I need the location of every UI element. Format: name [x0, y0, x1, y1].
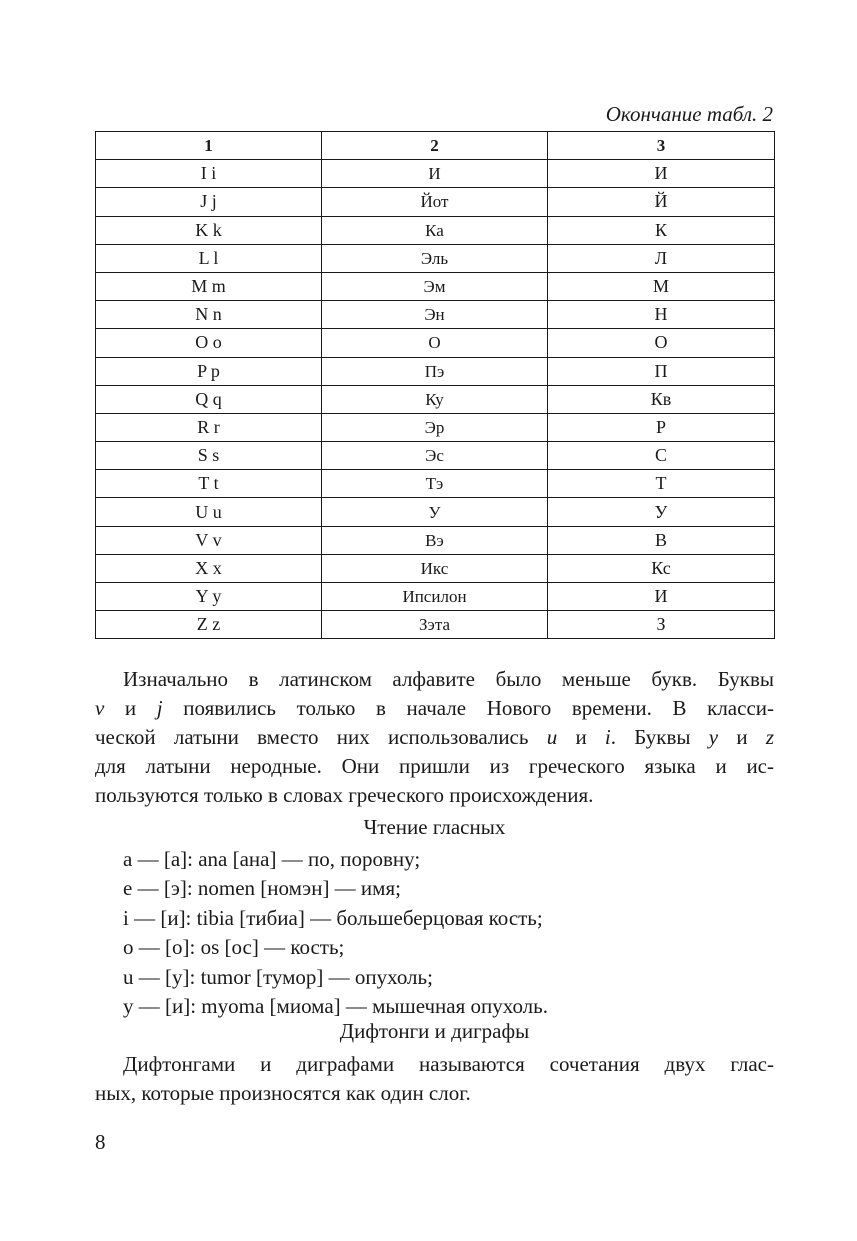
- table-row: [96, 554, 775, 582]
- list-item: a — [а]: ana [ана] — по, поровну;: [123, 847, 421, 871]
- paragraph-line: ных, которые произносятся как один слог.: [95, 1081, 471, 1105]
- letter-name-cell: Эм: [322, 272, 548, 300]
- table-row: [96, 498, 775, 526]
- column-header: 3: [548, 132, 775, 160]
- pronunciation-cell: Т: [548, 470, 775, 498]
- latin-letter-cell: K k: [96, 216, 322, 244]
- paragraph-line: Дифтонгами и диграфами называются сочетания двух глас-: [123, 1052, 774, 1076]
- pronunciation-cell: Й: [548, 188, 775, 216]
- letter-name-cell: Эс: [322, 442, 548, 470]
- pronunciation-cell: В: [548, 526, 775, 554]
- table-row: [96, 385, 775, 413]
- table-row: [96, 301, 775, 329]
- italic-letter: y: [708, 725, 719, 749]
- latin-letter-cell: V v: [96, 526, 322, 554]
- section-heading-diphthongs: Дифтонги и диграфы: [339, 1019, 530, 1043]
- italic-letter: i: [604, 725, 611, 749]
- table-caption: Окончание табл. 2: [605, 102, 773, 126]
- list-item: y — [и]: myoma [миома] — мышечная опухоль.: [123, 994, 548, 1019]
- table-row: [96, 244, 775, 272]
- table-row: [96, 526, 775, 554]
- latin-letter-cell: O o: [96, 329, 322, 357]
- table-header-row: [96, 132, 775, 160]
- letter-name-cell: Ка: [322, 216, 548, 244]
- text-fragment: . Буквы: [610, 725, 709, 749]
- pronunciation-cell: Р: [548, 413, 775, 441]
- section-heading-vowels: Чтение гласных: [363, 815, 506, 839]
- letter-name-cell: Эль: [322, 244, 548, 272]
- latin-letter-cell: J j: [96, 188, 322, 216]
- text-fragment: и: [104, 696, 157, 720]
- letter-name-cell: И: [322, 160, 548, 188]
- letter-name-cell: Ипсилон: [322, 583, 548, 611]
- pronunciation-cell: О: [548, 329, 775, 357]
- text-fragment: появились только в начале Нового времени. В класси-: [162, 696, 774, 720]
- paragraph-line: Изначально в латинском алфавите было меньше букв. Буквы: [123, 667, 774, 691]
- letter-name-cell: Вэ: [322, 526, 548, 554]
- latin-letter-cell: N n: [96, 301, 322, 329]
- latin-letter-cell: I i: [96, 160, 322, 188]
- letter-name-cell: Эр: [322, 413, 548, 441]
- pronunciation-cell: Кс: [548, 554, 775, 582]
- list-item: o — [о]: os [ос] — кость;: [123, 935, 345, 960]
- letter-name-cell: О: [322, 329, 548, 357]
- list-item: i — [и]: tibia [тибиа] — большеберцовая кость;: [123, 905, 543, 930]
- latin-letter-cell: X x: [96, 554, 322, 582]
- pronunciation-cell: У: [548, 498, 775, 526]
- text-fragment: и: [557, 725, 605, 749]
- letter-name-cell: Эн: [322, 301, 548, 329]
- list-item: u — [у]: tumor [тумор] — опухоль;: [123, 964, 433, 989]
- italic-letter: u: [546, 725, 558, 749]
- latin-letter-cell: U u: [96, 498, 322, 526]
- pronunciation-cell: Кв: [548, 385, 775, 413]
- italic-letter: z: [765, 725, 774, 749]
- latin-letter-cell: M m: [96, 272, 322, 300]
- page-number: 8: [95, 1130, 106, 1154]
- paragraph-line: [95, 723, 774, 752]
- paragraph-line: для латыни неродные. Они пришли из греческого языка и ис-: [95, 754, 774, 778]
- table-row: [96, 216, 775, 244]
- latin-letter-cell: Q q: [96, 385, 322, 413]
- letter-name-cell: Йот: [322, 188, 548, 216]
- alphabet-table: [95, 131, 775, 639]
- pronunciation-cell: С: [548, 442, 775, 470]
- table-row: [96, 329, 775, 357]
- column-header: 1: [96, 132, 322, 160]
- pronunciation-cell: И: [548, 160, 775, 188]
- pronunciation-cell: И: [548, 583, 775, 611]
- text-fragment: ческой латыни вместо них использовались: [95, 725, 547, 749]
- table-row: [96, 583, 775, 611]
- paragraph-line: пользуются только в словах греческого происхождения.: [95, 783, 594, 807]
- table-row: [96, 413, 775, 441]
- pronunciation-cell: П: [548, 357, 775, 385]
- list-item: e — [э]: nomen [номэн] — имя;: [123, 876, 401, 901]
- letter-name-cell: Зэта: [322, 611, 548, 639]
- latin-letter-cell: T t: [96, 470, 322, 498]
- latin-letter-cell: Z z: [96, 611, 322, 639]
- intro-paragraph: [95, 665, 774, 810]
- table-row: [96, 272, 775, 300]
- letter-name-cell: Тэ: [322, 470, 548, 498]
- letter-name-cell: Пэ: [322, 357, 548, 385]
- table-row: [96, 442, 775, 470]
- latin-letter-cell: Y y: [96, 583, 322, 611]
- diphthongs-paragraph: [95, 1050, 774, 1108]
- column-header: 2: [322, 132, 548, 160]
- pronunciation-cell: Н: [548, 301, 775, 329]
- table-row: [96, 470, 775, 498]
- latin-letter-cell: R r: [96, 413, 322, 441]
- paragraph-line: [95, 694, 774, 723]
- table-row: [96, 357, 775, 385]
- latin-letter-cell: P p: [96, 357, 322, 385]
- letter-name-cell: У: [322, 498, 548, 526]
- vowel-reading-list: [123, 845, 548, 1021]
- table-row: [96, 611, 775, 639]
- letter-name-cell: Икс: [322, 554, 548, 582]
- latin-letter-cell: L l: [96, 244, 322, 272]
- pronunciation-cell: К: [548, 216, 775, 244]
- pronunciation-cell: М: [548, 272, 775, 300]
- italic-letter: j: [156, 696, 163, 720]
- latin-letter-cell: S s: [96, 442, 322, 470]
- pronunciation-cell: Л: [548, 244, 775, 272]
- text-fragment: и: [718, 725, 766, 749]
- pronunciation-cell: З: [548, 611, 775, 639]
- table-row: [96, 160, 775, 188]
- letter-name-cell: Ку: [322, 385, 548, 413]
- table-row: [96, 188, 775, 216]
- italic-letter: v: [95, 696, 105, 720]
